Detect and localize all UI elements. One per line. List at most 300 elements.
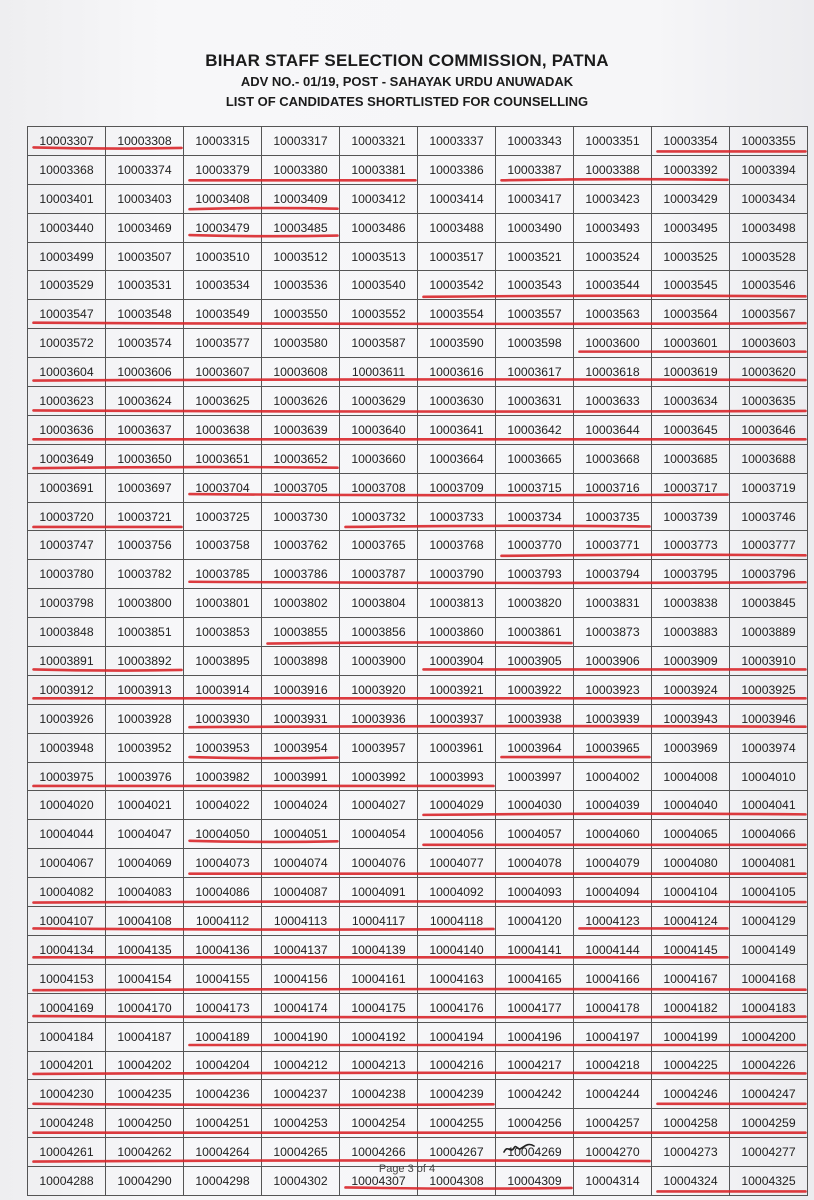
- roll-number-cell: 10003611: [340, 358, 418, 387]
- roll-number-cell: 10004265: [262, 1138, 340, 1167]
- roll-number-cell: 10003540: [340, 271, 418, 300]
- table-row: [28, 849, 808, 878]
- roll-number-cell: 10003975: [28, 762, 106, 791]
- roll-number-cell: 10004141: [496, 935, 574, 964]
- roll-number-cell: 10003925: [730, 675, 808, 704]
- roll-number-cell: 10003498: [730, 213, 808, 242]
- roll-number-cell: 10004161: [340, 964, 418, 993]
- roll-number-cell: 10003853: [184, 618, 262, 647]
- roll-number-cell: 10003758: [184, 531, 262, 560]
- roll-number-cell: 10004066: [730, 820, 808, 849]
- table-row: [28, 502, 808, 531]
- roll-number-cell: 10004008: [652, 762, 730, 791]
- roll-number-cell: 10003790: [418, 560, 496, 589]
- table-row: [28, 473, 808, 502]
- roll-number-cell: 10003964: [496, 733, 574, 762]
- roll-number-cell: 10003969: [652, 733, 730, 762]
- roll-number-cell: 10003548: [106, 300, 184, 329]
- roll-number-cell: 10003746: [730, 502, 808, 531]
- roll-number-cell: 10004192: [340, 1022, 418, 1051]
- roll-number-cell: 10004189: [184, 1022, 262, 1051]
- roll-number-cell: 10004022: [184, 791, 262, 820]
- roll-number-cell: 10004024: [262, 791, 340, 820]
- roll-number-cell: 10004238: [340, 1080, 418, 1109]
- roll-number-cell: 10004129: [730, 907, 808, 936]
- roll-number-cell: 10003529: [28, 271, 106, 300]
- roll-number-cell: 10004187: [106, 1022, 184, 1051]
- roll-number-cell: 10003747: [28, 531, 106, 560]
- table-row: [28, 271, 808, 300]
- roll-number-cell: 10003317: [262, 127, 340, 156]
- roll-number-cell: 10003688: [730, 444, 808, 473]
- page-number: Page 3 of 4: [378, 1163, 436, 1175]
- roll-number-cell: 10003564: [652, 300, 730, 329]
- advertisement-line: ADV NO.- 01/19, POST - SAHAYAK URDU ANUWADAK: [240, 74, 574, 89]
- roll-number-cell: 10003387: [496, 155, 574, 184]
- roll-number-cell: 10003946: [730, 704, 808, 733]
- roll-number-cell: 10003930: [184, 704, 262, 733]
- roll-number-cell: 10003926: [28, 704, 106, 733]
- roll-number-cell: 10003507: [106, 242, 184, 271]
- roll-number-cell: 10004325: [730, 1167, 808, 1196]
- roll-number-cell: 10003634: [652, 387, 730, 416]
- roll-number-cell: 10004174: [262, 993, 340, 1022]
- roll-number-cell: 10003606: [106, 358, 184, 387]
- roll-number-cell: 10003630: [418, 387, 496, 416]
- document-header: [0, 50, 814, 112]
- roll-number-cell: 10003923: [574, 675, 652, 704]
- roll-number-cell: 10003469: [106, 213, 184, 242]
- roll-number-cell: 10004244: [574, 1080, 652, 1109]
- roll-number-cell: 10003649: [28, 444, 106, 473]
- roll-number-cell: 10003873: [574, 618, 652, 647]
- roll-number-cell: 10004165: [496, 964, 574, 993]
- candidate-roll-body: [28, 127, 808, 1196]
- table-row: [28, 820, 808, 849]
- roll-number-cell: 10004230: [28, 1080, 106, 1109]
- roll-number-cell: 10004269: [496, 1138, 574, 1167]
- roll-number-cell: 10004065: [652, 820, 730, 849]
- roll-number-cell: 10003386: [418, 155, 496, 184]
- roll-number-cell: 10004253: [262, 1109, 340, 1138]
- roll-number-cell: 10003633: [574, 387, 652, 416]
- roll-number-cell: 10004235: [106, 1080, 184, 1109]
- roll-number-cell: 10003734: [496, 502, 574, 531]
- roll-number-cell: 10004194: [418, 1022, 496, 1051]
- roll-number-cell: 10004040: [652, 791, 730, 820]
- roll-number-cell: 10004156: [262, 964, 340, 993]
- roll-number-cell: 10004212: [262, 1051, 340, 1080]
- roll-number-cell: 10003719: [730, 473, 808, 502]
- roll-number-cell: 10003552: [340, 300, 418, 329]
- roll-number-cell: 10003652: [262, 444, 340, 473]
- roll-number-cell: 10004083: [106, 878, 184, 907]
- roll-number-cell: 10003510: [184, 242, 262, 271]
- table-row: [28, 733, 808, 762]
- roll-number-cell: 10003705: [262, 473, 340, 502]
- roll-number-cell: 10003619: [652, 358, 730, 387]
- roll-number-cell: 10003379: [184, 155, 262, 184]
- roll-number-cell: 10003574: [106, 329, 184, 358]
- roll-number-cell: 10003912: [28, 675, 106, 704]
- roll-number-cell: 10004262: [106, 1138, 184, 1167]
- roll-number-cell: 10004259: [730, 1109, 808, 1138]
- roll-number-cell: 10003798: [28, 589, 106, 618]
- roll-number-cell: 10004163: [418, 964, 496, 993]
- roll-number-cell: 10004202: [106, 1051, 184, 1080]
- roll-number-cell: 10003762: [262, 531, 340, 560]
- table-row: [28, 647, 808, 676]
- roll-number-cell: 10004178: [574, 993, 652, 1022]
- roll-number-cell: 10003546: [730, 271, 808, 300]
- roll-number-cell: 10003368: [28, 155, 106, 184]
- roll-number-cell: 10003355: [730, 127, 808, 156]
- roll-number-cell: 10004200: [730, 1022, 808, 1051]
- roll-number-cell: 10004169: [28, 993, 106, 1022]
- roll-number-cell: 10003488: [418, 213, 496, 242]
- roll-number-cell: 10004175: [340, 993, 418, 1022]
- roll-number-cell: 10004124: [652, 907, 730, 936]
- roll-number-cell: 10003545: [652, 271, 730, 300]
- roll-number-cell: 10003434: [730, 184, 808, 213]
- roll-number-cell: 10004309: [496, 1167, 574, 1196]
- roll-number-cell: 10004258: [652, 1109, 730, 1138]
- roll-number-cell: 10003920: [340, 675, 418, 704]
- roll-number-cell: 10003601: [652, 329, 730, 358]
- roll-number-cell: 10003982: [184, 762, 262, 791]
- roll-number-cell: 10004104: [652, 878, 730, 907]
- roll-number-cell: 10003495: [652, 213, 730, 242]
- roll-number-cell: 10004199: [652, 1022, 730, 1051]
- roll-number-cell: 10004140: [418, 935, 496, 964]
- table-row: [28, 993, 808, 1022]
- roll-number-cell: 10003668: [574, 444, 652, 473]
- roll-number-cell: 10003629: [340, 387, 418, 416]
- roll-number-cell: 10004047: [106, 820, 184, 849]
- roll-number-cell: 10003388: [574, 155, 652, 184]
- table-row: [28, 387, 808, 416]
- roll-number-cell: 10003660: [340, 444, 418, 473]
- roll-number-cell: 10003954: [262, 733, 340, 762]
- table-row: [28, 213, 808, 242]
- roll-number-cell: 10004170: [106, 993, 184, 1022]
- roll-number-cell: 10004092: [418, 878, 496, 907]
- roll-number-cell: 10003577: [184, 329, 262, 358]
- roll-number-cell: 10003544: [574, 271, 652, 300]
- roll-number-cell: 10003957: [340, 733, 418, 762]
- roll-number-cell: 10004117: [340, 907, 418, 936]
- roll-number-cell: 10004250: [106, 1109, 184, 1138]
- roll-number-cell: 10003499: [28, 242, 106, 271]
- roll-number-cell: 10003337: [418, 127, 496, 156]
- roll-number-cell: 10004113: [262, 907, 340, 936]
- roll-number-cell: 10003644: [574, 415, 652, 444]
- roll-number-cell: 10003617: [496, 358, 574, 387]
- roll-number-cell: 10003820: [496, 589, 574, 618]
- roll-number-cell: 10003493: [574, 213, 652, 242]
- roll-number-cell: 10004054: [340, 820, 418, 849]
- roll-number-cell: 10004307: [340, 1167, 418, 1196]
- list-title: LIST OF CANDIDATES SHORTLISTED FOR COUNSELLING: [225, 94, 589, 109]
- roll-number-cell: 10004173: [184, 993, 262, 1022]
- roll-number-cell: 10004076: [340, 849, 418, 878]
- roll-number-cell: 10003905: [496, 647, 574, 676]
- roll-number-cell: 10004251: [184, 1109, 262, 1138]
- roll-number-cell: 10003403: [106, 184, 184, 213]
- roll-number-cell: 10004298: [184, 1167, 262, 1196]
- roll-number-cell: 10004123: [574, 907, 652, 936]
- roll-number-cell: 10004255: [418, 1109, 496, 1138]
- roll-number-cell: 10004091: [340, 878, 418, 907]
- roll-number-cell: 10003725: [184, 502, 262, 531]
- roll-number-cell: 10004039: [574, 791, 652, 820]
- candidate-roll-table: [27, 126, 808, 1196]
- roll-number-cell: 10003490: [496, 213, 574, 242]
- roll-number-cell: 10003616: [418, 358, 496, 387]
- table-row: [28, 964, 808, 993]
- roll-number-cell: 10003904: [418, 647, 496, 676]
- roll-number-cell: 10004247: [730, 1080, 808, 1109]
- roll-number-cell: 10003607: [184, 358, 262, 387]
- roll-number-cell: 10003554: [418, 300, 496, 329]
- roll-number-cell: 10003423: [574, 184, 652, 213]
- roll-number-cell: 10003646: [730, 415, 808, 444]
- roll-number-cell: 10003898: [262, 647, 340, 676]
- roll-number-cell: 10003651: [184, 444, 262, 473]
- roll-number-cell: 10003943: [652, 704, 730, 733]
- roll-number-cell: 10003697: [106, 473, 184, 502]
- table-row: [28, 300, 808, 329]
- roll-number-cell: 10004218: [574, 1051, 652, 1080]
- roll-number-cell: 10003542: [418, 271, 496, 300]
- roll-number-cell: 10003547: [28, 300, 106, 329]
- roll-number-cell: 10003524: [574, 242, 652, 271]
- roll-number-cell: 10004261: [28, 1138, 106, 1167]
- roll-number-cell: 10003991: [262, 762, 340, 791]
- roll-number-cell: 10003937: [418, 704, 496, 733]
- roll-number-cell: 10003938: [496, 704, 574, 733]
- roll-number-cell: 10003381: [340, 155, 418, 184]
- roll-number-cell: 10004134: [28, 935, 106, 964]
- roll-number-cell: 10003976: [106, 762, 184, 791]
- roll-number-cell: 10004184: [28, 1022, 106, 1051]
- roll-number-cell: 10003587: [340, 329, 418, 358]
- roll-number-cell: 10004225: [652, 1051, 730, 1080]
- roll-number-cell: 10004086: [184, 878, 262, 907]
- roll-number-cell: 10003525: [652, 242, 730, 271]
- roll-number-cell: 10003786: [262, 560, 340, 589]
- roll-number-cell: 10003795: [652, 560, 730, 589]
- roll-number-cell: 10004144: [574, 935, 652, 964]
- roll-number-cell: 10004257: [574, 1109, 652, 1138]
- roll-number-cell: 10003618: [574, 358, 652, 387]
- roll-number-cell: 10004082: [28, 878, 106, 907]
- roll-number-cell: 10003485: [262, 213, 340, 242]
- roll-number-cell: 10004273: [652, 1138, 730, 1167]
- roll-number-cell: 10003440: [28, 213, 106, 242]
- commission-title: BIHAR STAFF SELECTION COMMISSION, PATNA: [205, 51, 609, 70]
- roll-number-cell: 10003717: [652, 473, 730, 502]
- roll-number-cell: 10004242: [496, 1080, 574, 1109]
- roll-number-cell: 10003321: [340, 127, 418, 156]
- roll-number-cell: 10004078: [496, 849, 574, 878]
- roll-number-cell: 10003531: [106, 271, 184, 300]
- table-row: [28, 184, 808, 213]
- roll-number-cell: 10003512: [262, 242, 340, 271]
- roll-number-cell: 10004308: [418, 1167, 496, 1196]
- roll-number-cell: 10003417: [496, 184, 574, 213]
- roll-number-cell: 10003412: [340, 184, 418, 213]
- roll-number-cell: 10004010: [730, 762, 808, 791]
- roll-number-cell: 10003953: [184, 733, 262, 762]
- roll-number-cell: 10003801: [184, 589, 262, 618]
- roll-number-cell: 10003961: [418, 733, 496, 762]
- roll-number-cell: 10003704: [184, 473, 262, 502]
- roll-number-cell: 10004069: [106, 849, 184, 878]
- roll-number-cell: 10003952: [106, 733, 184, 762]
- roll-number-cell: 10003414: [418, 184, 496, 213]
- roll-number-cell: 10004248: [28, 1109, 106, 1138]
- roll-number-cell: 10003895: [184, 647, 262, 676]
- roll-number-cell: 10003374: [106, 155, 184, 184]
- roll-number-cell: 10004226: [730, 1051, 808, 1080]
- table-row: [28, 878, 808, 907]
- roll-number-cell: 10003557: [496, 300, 574, 329]
- table-row: [28, 762, 808, 791]
- roll-number-cell: 10003635: [730, 387, 808, 416]
- table-row: [28, 589, 808, 618]
- roll-number-cell: 10003739: [652, 502, 730, 531]
- roll-number-cell: 10004154: [106, 964, 184, 993]
- roll-number-cell: 10004217: [496, 1051, 574, 1080]
- roll-number-cell: 10003831: [574, 589, 652, 618]
- roll-number-cell: 10004112: [184, 907, 262, 936]
- table-row: [28, 704, 808, 733]
- roll-number-cell: 10003563: [574, 300, 652, 329]
- roll-number-cell: 10003550: [262, 300, 340, 329]
- roll-number-cell: 10003913: [106, 675, 184, 704]
- roll-number-cell: 10004197: [574, 1022, 652, 1051]
- roll-number-cell: 10004153: [28, 964, 106, 993]
- roll-number-cell: 10003936: [340, 704, 418, 733]
- roll-number-cell: 10003804: [340, 589, 418, 618]
- roll-number-cell: 10003604: [28, 358, 106, 387]
- roll-number-cell: 10003931: [262, 704, 340, 733]
- roll-number-cell: 10004087: [262, 878, 340, 907]
- roll-number-cell: 10003598: [496, 329, 574, 358]
- roll-number-cell: 10004029: [418, 791, 496, 820]
- roll-number-cell: 10003974: [730, 733, 808, 762]
- roll-number-cell: 10004314: [574, 1167, 652, 1196]
- roll-number-cell: 10003928: [106, 704, 184, 733]
- roll-number-cell: 10003721: [106, 502, 184, 531]
- roll-number-cell: 10003906: [574, 647, 652, 676]
- roll-number-cell: 10003716: [574, 473, 652, 502]
- roll-number-cell: 10004020: [28, 791, 106, 820]
- roll-number-cell: 10004246: [652, 1080, 730, 1109]
- roll-number-cell: 10003910: [730, 647, 808, 676]
- roll-number-cell: 10004288: [28, 1167, 106, 1196]
- roll-number-cell: 10003855: [262, 618, 340, 647]
- roll-number-cell: 10003307: [28, 127, 106, 156]
- roll-number-cell: 10003521: [496, 242, 574, 271]
- roll-number-cell: 10003883: [652, 618, 730, 647]
- roll-number-cell: 10003914: [184, 675, 262, 704]
- table-row: [28, 531, 808, 560]
- roll-number-cell: 10004094: [574, 878, 652, 907]
- roll-number-cell: 10004067: [28, 849, 106, 878]
- roll-number-cell: 10003543: [496, 271, 574, 300]
- roll-number-cell: 10004267: [418, 1138, 496, 1167]
- roll-number-cell: 10003600: [574, 329, 652, 358]
- roll-number-cell: 10003771: [574, 531, 652, 560]
- roll-number-cell: 10003793: [496, 560, 574, 589]
- table-row: [28, 444, 808, 473]
- roll-number-cell: 10003639: [262, 415, 340, 444]
- roll-number-cell: 10003664: [418, 444, 496, 473]
- roll-number-cell: 10003392: [652, 155, 730, 184]
- roll-number-cell: 10003631: [496, 387, 574, 416]
- roll-number-cell: 10003401: [28, 184, 106, 213]
- roll-number-cell: 10003909: [652, 647, 730, 676]
- roll-number-cell: 10004080: [652, 849, 730, 878]
- roll-number-cell: 10003848: [28, 618, 106, 647]
- roll-number-cell: 10003796: [730, 560, 808, 589]
- roll-number-cell: 10003354: [652, 127, 730, 156]
- roll-number-cell: 10004168: [730, 964, 808, 993]
- roll-number-cell: 10003623: [28, 387, 106, 416]
- roll-number-cell: 10003794: [574, 560, 652, 589]
- roll-number-cell: 10004002: [574, 762, 652, 791]
- roll-number-cell: 10004177: [496, 993, 574, 1022]
- roll-number-cell: 10003650: [106, 444, 184, 473]
- roll-number-cell: 10003315: [184, 127, 262, 156]
- roll-number-cell: 10004118: [418, 907, 496, 936]
- roll-number-cell: 10003409: [262, 184, 340, 213]
- roll-number-cell: 10004027: [340, 791, 418, 820]
- roll-number-cell: 10004135: [106, 935, 184, 964]
- roll-number-cell: 10004073: [184, 849, 262, 878]
- roll-number-cell: 10004149: [730, 935, 808, 964]
- roll-number-cell: 10004139: [340, 935, 418, 964]
- roll-number-cell: 10003924: [652, 675, 730, 704]
- roll-number-cell: 10004239: [418, 1080, 496, 1109]
- roll-number-cell: 10003380: [262, 155, 340, 184]
- roll-number-cell: 10003626: [262, 387, 340, 416]
- roll-number-cell: 10003636: [28, 415, 106, 444]
- roll-number-cell: 10003645: [652, 415, 730, 444]
- table-row: [28, 242, 808, 271]
- roll-number-cell: 10003800: [106, 589, 184, 618]
- roll-number-cell: 10003782: [106, 560, 184, 589]
- table-row: [28, 618, 808, 647]
- roll-number-cell: 10004182: [652, 993, 730, 1022]
- roll-number-cell: 10004290: [106, 1167, 184, 1196]
- roll-number-cell: 10003765: [340, 531, 418, 560]
- roll-number-cell: 10003730: [262, 502, 340, 531]
- roll-number-cell: 10003777: [730, 531, 808, 560]
- roll-number-cell: 10004324: [652, 1167, 730, 1196]
- roll-number-cell: 10004176: [418, 993, 496, 1022]
- roll-number-cell: 10003625: [184, 387, 262, 416]
- roll-number-cell: 10004145: [652, 935, 730, 964]
- roll-number-cell: 10003845: [730, 589, 808, 618]
- roll-number-cell: 10003715: [496, 473, 574, 502]
- roll-number-cell: 10004050: [184, 820, 262, 849]
- roll-number-cell: 10003567: [730, 300, 808, 329]
- roll-number-cell: 10003993: [418, 762, 496, 791]
- roll-number-cell: 10004166: [574, 964, 652, 993]
